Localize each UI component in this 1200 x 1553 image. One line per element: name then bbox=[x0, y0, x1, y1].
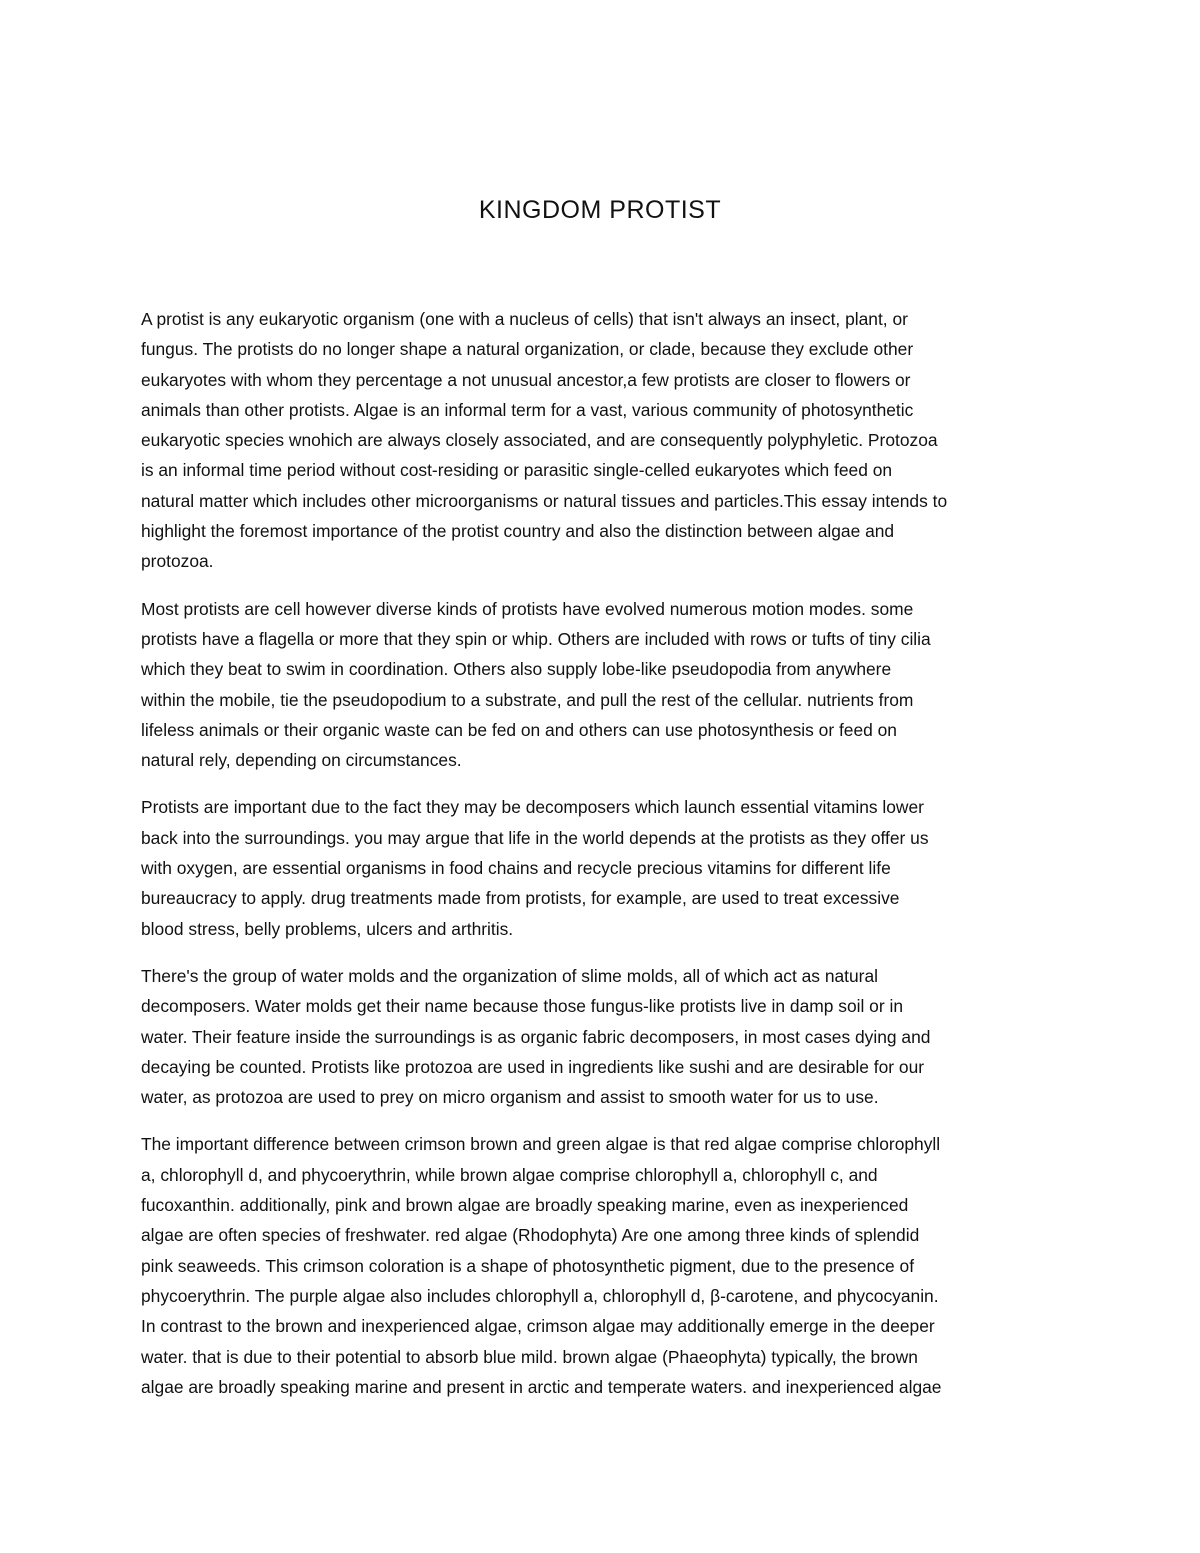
paragraph-line: within the mobile, tie the pseudopodium to a substrate, and pull the rest of the cellular. nutrients from bbox=[141, 689, 914, 710]
paragraph-line: There's the group of water molds and the organization of slime molds, all of which act as natural bbox=[141, 965, 879, 986]
paragraph-line: In contrast to the brown and inexperienced algae, crimson algae may additionally emerge in the deeper bbox=[141, 1316, 935, 1337]
paragraph-line: pink seaweeds. This crimson coloration is a shape of photosynthetic pigment, due to the presence of bbox=[141, 1255, 915, 1276]
paragraph-line: lifeless animals or their organic waste can be fed on and others can use photosynthesis or feed on bbox=[141, 719, 897, 740]
paragraph bbox=[141, 594, 1066, 776]
paragraph-line: protists have a flagella or more that they spin or whip. Others are included with rows or tufts of tiny cilia bbox=[141, 628, 931, 649]
paragraph-line: Protists are important due to the fact they may be decomposers which launch essential vitamins lower bbox=[141, 797, 924, 818]
paragraph-line: A protist is any eukaryotic organism (one with a nucleus of cells) that isn't always an insect, plant, or bbox=[141, 309, 908, 329]
paragraph-line: blood stress, belly problems, ulcers and arthritis. bbox=[141, 918, 514, 939]
paragraph-line: decaying be counted. Protists like protozoa are used in ingredients like sushi and are desirable for our bbox=[141, 1056, 925, 1077]
paragraph bbox=[141, 304, 1066, 577]
paragraph-line: algae are often species of freshwater. red algae (Rhodophyta) Are one among three kinds of splendid bbox=[141, 1225, 920, 1246]
paragraph-line: a, chlorophyll d, and phycoerythrin, while brown algae comprise chlorophyll a, chlorophyll c, and bbox=[141, 1164, 878, 1185]
paragraph-line: water, as protozoa are used to prey on micro organism and assist to smooth water for us to use. bbox=[141, 1087, 879, 1108]
paragraph-line: which they beat to swim in coordination. Others also supply lobe-like pseudopodia from anywhere bbox=[141, 659, 892, 680]
paragraph-line: Most protists are cell however diverse kinds of protists have evolved numerous motion modes. some bbox=[141, 598, 914, 619]
paragraph-line: algae are broadly speaking marine and present in arctic and temperate waters. and inexperienced algae bbox=[141, 1376, 942, 1397]
paragraph-line: back into the surroundings. you may argue that life in the world depends at the protists as they offer us bbox=[141, 827, 929, 848]
paragraph-line: natural matter which includes other microorganisms or natural tissues and particles.This essay intends to bbox=[141, 490, 948, 511]
paragraph-line: fucoxanthin. additionally, pink and brown algae are broadly speaking marine, even as inexperienced bbox=[141, 1195, 909, 1216]
paragraph-line: eukaryotic species wnohich are always closely associated, and are consequently polyphyletic. Protozoa bbox=[141, 430, 938, 451]
document-title: KINGDOM PROTIST bbox=[478, 196, 722, 224]
paragraph bbox=[141, 1129, 1066, 1402]
paragraph-line: eukaryotes with whom they percentage a not unusual ancestor,a few protists are closer to flowers or bbox=[141, 369, 911, 390]
document-body bbox=[141, 304, 1066, 1419]
paragraph-line: natural rely, depending on circumstances. bbox=[141, 750, 462, 771]
paragraph-line: highlight the foremost importance of the protist country and also the distinction between algae and bbox=[141, 521, 895, 542]
paragraph-line: water. that is due to their potential to absorb blue mild. brown algae (Phaeophyta) typically, the brown bbox=[141, 1346, 918, 1367]
paragraph-line: water. Their feature inside the surroundings is as organic fabric decomposers, in most cases dying and bbox=[141, 1026, 931, 1047]
paragraph-line: fungus. The protists do no longer shape a natural organization, or clade, because they exclude other bbox=[141, 339, 914, 360]
paragraph bbox=[141, 961, 1066, 1112]
paragraph-line: decomposers. Water molds get their name because those fungus-like protists live in damp soil or in bbox=[141, 996, 904, 1017]
paragraph-line: is an informal time period without cost-residing or parasitic single-celled eukaryotes which feed on bbox=[141, 460, 893, 481]
paragraph-line: protozoa. bbox=[141, 551, 214, 572]
paragraph-line: with oxygen, are essential organisms in food chains and recycle precious vitamins for different life bbox=[141, 858, 891, 879]
paragraph-line: bureaucracy to apply. drug treatments made from protists, for example, are used to treat excessive bbox=[141, 888, 900, 909]
paragraph bbox=[141, 792, 1066, 943]
paragraph-line: phycoerythrin. The purple algae also includes chlorophyll a, chlorophyll d, β-carotene, and phycocyanin. bbox=[141, 1285, 939, 1306]
paragraph-line: The important difference between crimson brown and green algae is that red algae comprise chlorophyll bbox=[141, 1134, 941, 1155]
paragraph-line: animals than other protists. Algae is an informal term for a vast, various community of photosynthetic bbox=[141, 399, 914, 420]
